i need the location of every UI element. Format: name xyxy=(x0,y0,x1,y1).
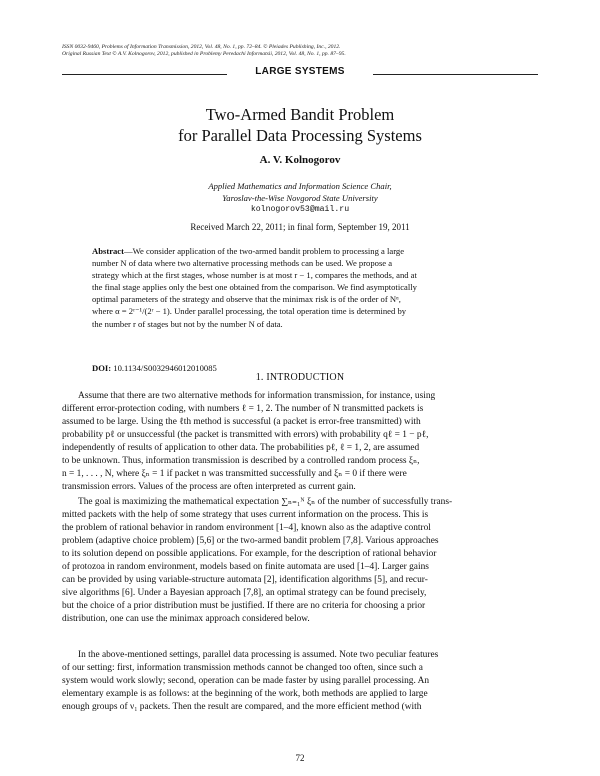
page-number: 72 xyxy=(295,753,305,763)
author-email: kolnogorov53@mail.ru xyxy=(250,205,350,214)
text-line: but the choice of a prior distribution must be justified. If there are no criteria for choosing a prior xyxy=(62,601,426,611)
doi-link[interactable]: 10.1134/S0032946012010085 xyxy=(113,363,217,373)
journal-section-label: LARGE SYSTEMS xyxy=(255,66,345,77)
journal-citation-line: ISSN 0032-9460, Problems of Information Transmission, 2012, Vol. 48, No. 1, pp. 72–84. © Pleiades Publishing, Inc., 2012. xyxy=(62,44,341,50)
affiliation-line-2: Yaroslav-the-Wise Novgorod State University xyxy=(222,193,378,203)
text-line: assumed to be large. Using the ℓth method is successful (a packet is error-free transmitted) with xyxy=(62,417,421,427)
text-line: elementary example is as follows: at the beginning of the work, both methods are applied to large xyxy=(62,689,428,699)
section-rule-right xyxy=(373,74,538,75)
received-dates: Received March 22, 2011; in final form, September 19, 2011 xyxy=(190,222,410,232)
original-text-line: Original Russian Text © A.V. Kolnogorov, 2012, published in Problemy Peredachi Informatsii, 2012, Vol. 48, No. 1, pp. 87–95. xyxy=(62,51,346,57)
section-rule-left xyxy=(62,74,227,75)
text-line: to its solution depend on possible applications. For example, for the description of rational behavior xyxy=(62,549,437,559)
paragraph xyxy=(62,390,538,494)
author-name: A. V. Kolnogorov xyxy=(259,154,341,166)
abstract-line: strategy which at the first stages, whose number is at most r − 1, compares the methods, and at xyxy=(92,270,417,281)
affiliation-line-1: Applied Mathematics and Information Science Chair, xyxy=(208,181,392,191)
text-line: mitted packets with the help of some strategy that uses current information on the process. This is xyxy=(62,510,429,520)
title-line-2: for Parallel Data Processing Systems xyxy=(178,126,422,145)
text-line: of protozoa in random environment, models based on finite automata are used [1–4]. Larger gains xyxy=(62,562,429,572)
abstract xyxy=(92,245,512,330)
section-heading-introduction: 1. INTRODUCTION xyxy=(255,372,345,383)
text-line: can be provided by using variable-structure automata [2], identification algorithms [5], and recur- xyxy=(62,575,428,585)
text-line: the problem of rational behavior in random environment [1–4], known also as the adaptive control xyxy=(62,523,431,533)
text-line: distribution, one can use the minimax approach considered below. xyxy=(62,614,310,624)
text-line: probability pℓ or unsuccessful (the packet is transmitted with errors) with probability qℓ = 1 − pℓ, xyxy=(62,430,429,440)
text-line: different error-protection coding, with numbers ℓ = 1, 2. The number of N transmitted packets is xyxy=(62,404,424,414)
text-line: system would work slowly; second, operation can be made faster by using parallel processing. An xyxy=(62,676,430,686)
text-line: enough groups of ν₁ packets. Then the result are compared, and the more efficient method (with xyxy=(62,702,422,712)
text-line: The goal is maximizing the mathematical expectation ∑ₙ₌₁ᴺ ξₙ of the number of successfully trans- xyxy=(78,497,453,507)
text-line: to be unknown. Thus, information transmission is described by a controlled random process ξₙ, xyxy=(62,456,420,466)
title-line-1: Two-Armed Bandit Problem xyxy=(205,105,395,124)
text-line: of our setting: first, information transmission methods cannot be changed too often, since such a xyxy=(62,663,423,673)
abstract-line: Abstract—We consider application of the two-armed bandit problem to processing a large xyxy=(92,246,405,256)
text-line: problem (adaptive choice problem) [5,6] or the two-armed bandit problem [7,8]. Various approaches xyxy=(62,536,439,546)
paragraph xyxy=(62,649,538,714)
doi-label: DOI: xyxy=(92,363,112,373)
abstract-line: the final stage applies only the best one obtained from the comparison. We find asymptotically xyxy=(92,282,417,293)
text-line: Assume that there are two alternative methods for information transmission, for instance, using xyxy=(78,391,436,401)
abstract-line: where α = 2ʳ⁻¹/(2ʳ − 1). Under parallel processing, the total operation time is determined by xyxy=(92,306,407,317)
abstract-line: optimal parameters of the strategy and observe that the minimax risk is of the order of Nᵅ, xyxy=(92,294,401,305)
text-line: n = 1, . . . , N, where ξₙ = 1 if packet n was transmitted successfully and ξₙ = 0 if there were xyxy=(62,469,407,479)
abstract-line: number N of data where two alternative processing methods can be used. We propose a xyxy=(92,258,393,269)
text-line: transmission errors. Values of the process are often interpreted as current gain. xyxy=(62,482,356,492)
text-line: independently of results of application to other data. The probabilities pℓ, ℓ = 1, 2, are assumed xyxy=(62,443,420,453)
abstract-line: the number r of stages but not by the number N of data. xyxy=(92,318,283,329)
paragraph xyxy=(62,496,538,626)
abstract-label: Abstract xyxy=(92,246,124,256)
text-line: sive algorithms [6]. Under a Bayesian approach [7,8], an optimal strategy can be found precisely, xyxy=(62,588,427,598)
text-line: In the above-mentioned settings, parallel data processing is assumed. Note two peculiar features xyxy=(78,650,439,660)
